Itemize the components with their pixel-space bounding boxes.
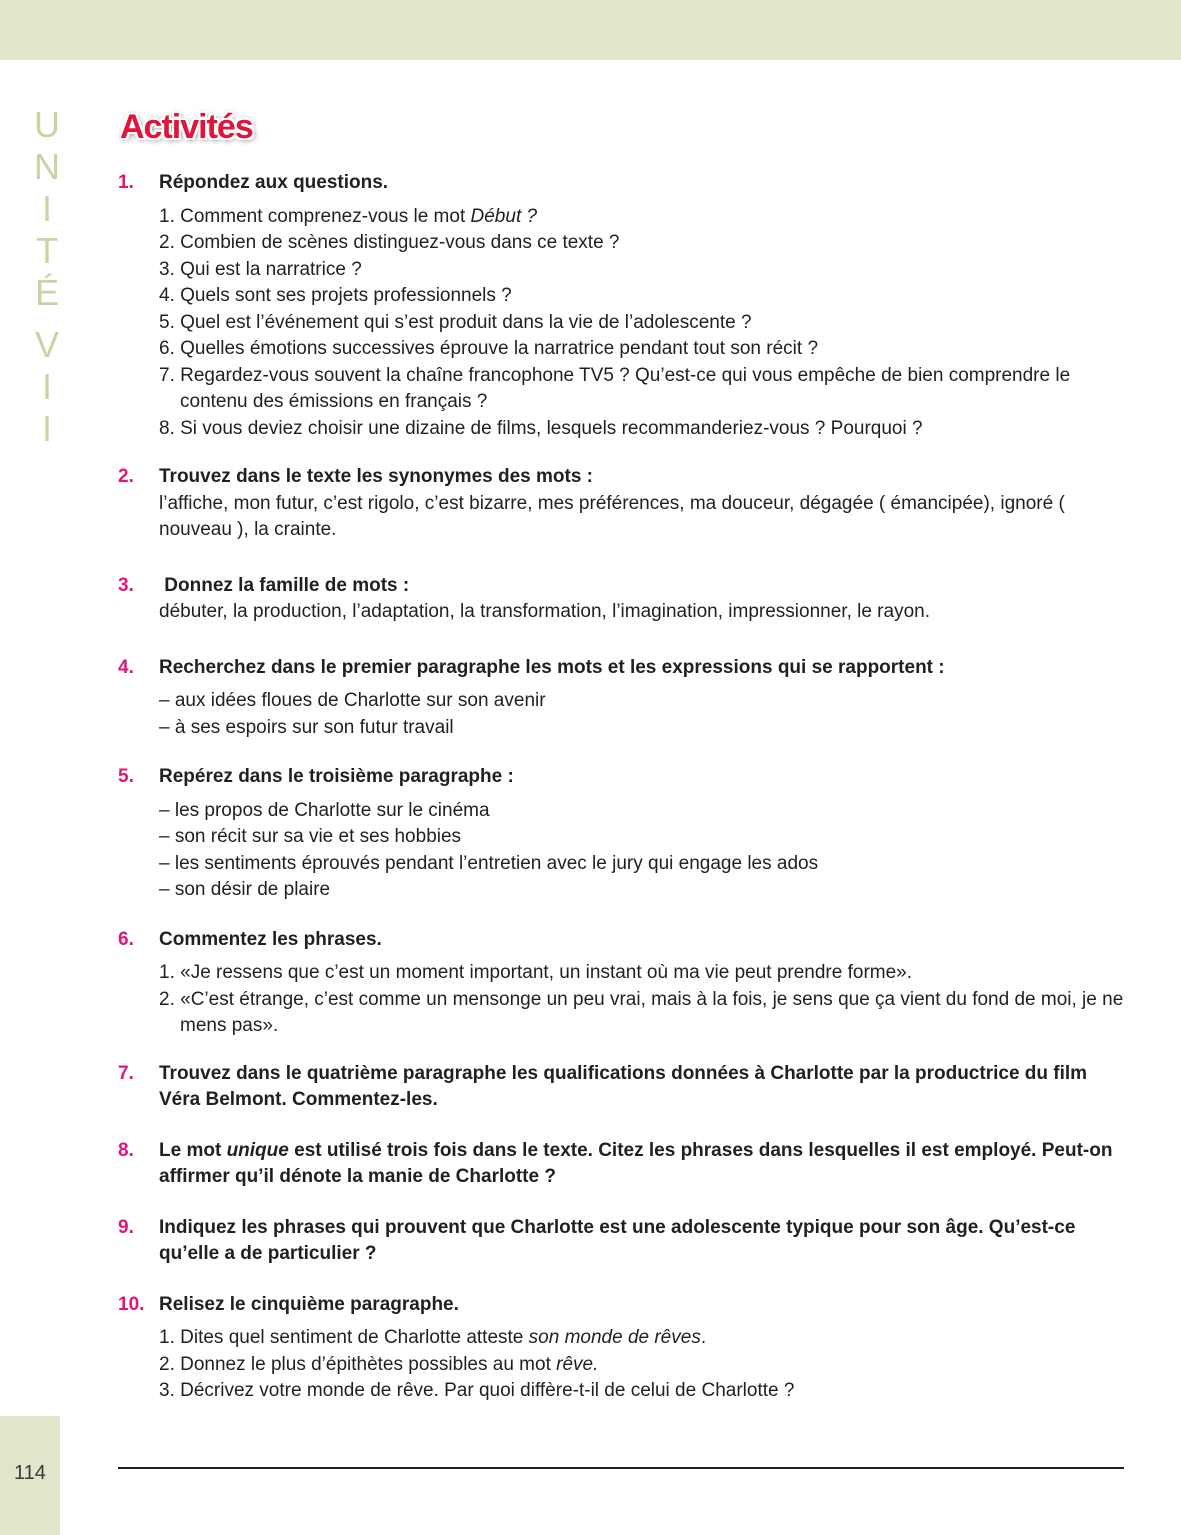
list-item: 1. Dites quel sentiment de Charlotte atteste son monde de rêves. bbox=[159, 1327, 707, 1348]
activity-number: 8. bbox=[118, 1139, 134, 1161]
activity-7 bbox=[118, 1061, 1124, 1114]
list-item: – son désir de plaire bbox=[159, 879, 331, 900]
question-item: 8. Si vous deviez choisir une dizaine de films, lesquels recommanderiez-vous ? Pourquoi ? bbox=[159, 417, 923, 439]
activity-title: Repérez dans le troisième paragraphe : bbox=[159, 766, 514, 787]
unit-letter: U bbox=[34, 104, 60, 145]
question-item: 7. Regardez-vous souvent la chaîne francophone TV5 ? Qu’est-ce qui vous empêche de bien comprendre le contenu des émissions en français ? bbox=[159, 364, 1071, 412]
activity-number: 5. bbox=[118, 766, 134, 787]
unit-letter: N bbox=[34, 146, 60, 187]
unit-letter: I bbox=[41, 408, 52, 449]
activity-title: Recherchez dans le premier paragraphe les mots et les expressions qui se rapportent : bbox=[159, 656, 945, 678]
activity-title: Relisez le cinquième paragraphe. bbox=[159, 1293, 459, 1315]
activity-title: Donnez la famille de mots : bbox=[159, 574, 410, 596]
list-item: – les sentiments éprouvés pendant l’entretien avec le jury qui engage les ados bbox=[159, 852, 819, 874]
list-item: 3. Décrivez votre monde de rêve. Par quoi diffère-t-il de celui de Charlotte ? bbox=[159, 1380, 795, 1401]
top-band bbox=[0, 0, 1181, 60]
activity-1 bbox=[118, 170, 1124, 442]
activity-number: 9. bbox=[118, 1216, 134, 1238]
activity-title: Trouvez dans le texte les synonymes des mots : bbox=[159, 466, 593, 487]
question-item: 3. Qui est la narratrice ? bbox=[159, 258, 362, 280]
activity-number: 7. bbox=[118, 1062, 134, 1084]
question-item: 1. Comment comprenez-vous le mot Début ? bbox=[159, 205, 538, 227]
activity-number: 2. bbox=[118, 466, 134, 487]
activity-text: l’affiche, mon futur, c’est rigolo, c’est bizarre, mes préférences, ma douceur, dégagée ( émancipée), ignoré ( nouveau ), la crainte. bbox=[159, 492, 1065, 540]
activity-8 bbox=[118, 1138, 1124, 1191]
list-item: – son récit sur sa vie et ses hobbies bbox=[159, 826, 462, 847]
activity-title: Le mot unique est utilisé trois fois dans le texte. Citez les phrases dans lesquelles il est employé. Peut-on affirmer qu’il dénote la manie de Charlotte ? bbox=[159, 1139, 1113, 1187]
list-item: 2. Donnez le plus d’épithètes possibles au mot rêve. bbox=[159, 1353, 599, 1375]
page-heading: Activités bbox=[120, 108, 253, 146]
activity-6 bbox=[118, 927, 1124, 1040]
question-list bbox=[159, 204, 1124, 443]
activities-list bbox=[118, 170, 1124, 1405]
question-item: 4. Quels sont ses projets professionnels ? bbox=[159, 285, 512, 306]
activity-number: 3. bbox=[118, 574, 134, 596]
item-list bbox=[159, 960, 1124, 1040]
activity-title: Indiquez les phrases qui prouvent que Charlotte est une adolescente typique pour son âge. Qu’est-ce qu’elle a de particulier ? bbox=[159, 1216, 1076, 1264]
unit-letter: I bbox=[41, 366, 52, 407]
activity-number: 1. bbox=[118, 172, 134, 193]
list-item: 1. «Je ressens que c’est un moment important, un instant où ma vie peut prendre forme». bbox=[159, 962, 913, 983]
item-list bbox=[159, 1325, 1124, 1405]
activity-number: 6. bbox=[118, 928, 134, 950]
activity-5 bbox=[118, 764, 1124, 904]
activity-title: Commentez les phrases. bbox=[159, 928, 382, 950]
list-item: 2. «C’est étrange, c’est comme un mensonge un peu vrai, mais à la fois, je sens que ça vient du fond de moi, je ne mens pas». bbox=[159, 988, 1124, 1036]
bottom-rule bbox=[118, 1467, 1124, 1469]
unit-letter: I bbox=[41, 188, 52, 229]
activity-3 bbox=[118, 573, 1124, 626]
list-item: – à ses espoirs sur son futur travail bbox=[159, 716, 454, 738]
activity-2 bbox=[118, 464, 1124, 544]
page-number: 114 bbox=[14, 1462, 46, 1484]
activity-4 bbox=[118, 655, 1124, 742]
question-item: 6. Quelles émotions successives éprouve la narratrice pendant tout son récit ? bbox=[159, 338, 819, 359]
activity-title: Trouvez dans le quatrième paragraphe les qualifications données à Charlotte par la productrice du film Véra Belmont. Commentez-les. bbox=[159, 1062, 1088, 1110]
item-list bbox=[159, 798, 1124, 904]
unit-letter: É bbox=[34, 272, 59, 313]
activity-10 bbox=[118, 1292, 1124, 1405]
list-item: – aux idées floues de Charlotte sur son avenir bbox=[159, 690, 546, 711]
list-item: – les propos de Charlotte sur le cinéma bbox=[159, 799, 490, 821]
item-list bbox=[159, 688, 1124, 741]
question-item: 5. Quel est l’événement qui s’est produit dans la vie de l’adolescente ? bbox=[159, 311, 752, 333]
unit-letter: T bbox=[36, 230, 58, 271]
unit-letter: V bbox=[34, 324, 59, 365]
activity-title: Répondez aux questions. bbox=[159, 172, 389, 193]
question-item: 2. Combien de scènes distinguez-vous dans ce texte ? bbox=[159, 232, 620, 253]
activity-text: débuter, la production, l’adaptation, la transformation, l’imagination, impressionner, le rayon. bbox=[159, 601, 930, 622]
unit-side-title bbox=[30, 104, 64, 450]
activity-number: 10. bbox=[118, 1293, 145, 1315]
activity-9 bbox=[118, 1215, 1124, 1268]
activity-number: 4. bbox=[118, 656, 134, 678]
